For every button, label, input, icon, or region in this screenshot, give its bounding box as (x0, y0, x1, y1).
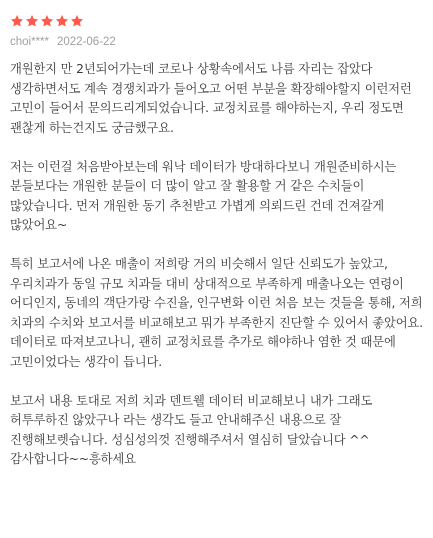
star-icon (25, 14, 39, 28)
review-paragraph-4: 보고서 내용 토대로 저희 치과 덴트웰 데이터 비교해보니 내가 그래도 허투루하진 않았구나 라는 생각도 들고 안내해주신 내용으로 잘 진행해보렛습니다. 성심성의껏 진행해주셔서 열심히 달았습니다 ^^ 감사합니다~~흥하세요 (10, 393, 373, 466)
review-paragraph-1: 개원한지 만 2년되어가는데 코로나 상황속에서도 나름 자리는 잡았다 생각하면서도 계속 경쟁치과가 들어오고 어떤 부분을 확장해야할지 이런저런 고민이 들어서 문의드리게되었습니다. 교정치료를 해야하는지, 우리 정도면 괜찮게 하는건지도 궁금했구요. (10, 62, 412, 135)
review-body (10, 60, 426, 470)
star-icon (40, 14, 54, 28)
star-icon (10, 14, 24, 28)
review-paragraph-3: 특히 보고서에 나온 매출이 저희랑 거의 비슷해서 일단 신뢰도가 높았고, 우리치과가 동일 규모 치과들 대비 상대적으로 부족하게 매출나오는 연령이 어디인지, 동네의 객단가랑 수진율, 인구변화 이런 처음 보는 것들을 통해, 저희 치과의 수치와 보고서를 비교해보고 뭐가 부족한지 진단할 수 있어서 좋았어요. 데이터로 따져보고나니, 괜히 교정치료를 추가로 해야하나 염한 것 때문에 고민이었다는 생각이 듭니다. (10, 257, 423, 369)
review-card (10, 12, 426, 470)
star-icon (55, 14, 69, 28)
author-name: choi**** (10, 36, 49, 48)
review-paragraph-2: 저는 이런걸 처음받아보는데 워낙 데이터가 방대하다보니 개원준비하시는 분들보다는 개원한 분들이 더 많이 알고 잘 활용할 거 같은 수치들이 많았습니다. 먼저 개원한 동기 추천받고 가볍게 의뢰드린 건데 건져갈게 많았어요~ (10, 159, 397, 232)
review-meta (10, 36, 426, 48)
star-icon (70, 14, 84, 28)
star-rating (10, 12, 426, 30)
review-date: 2022-06-22 (57, 36, 116, 48)
